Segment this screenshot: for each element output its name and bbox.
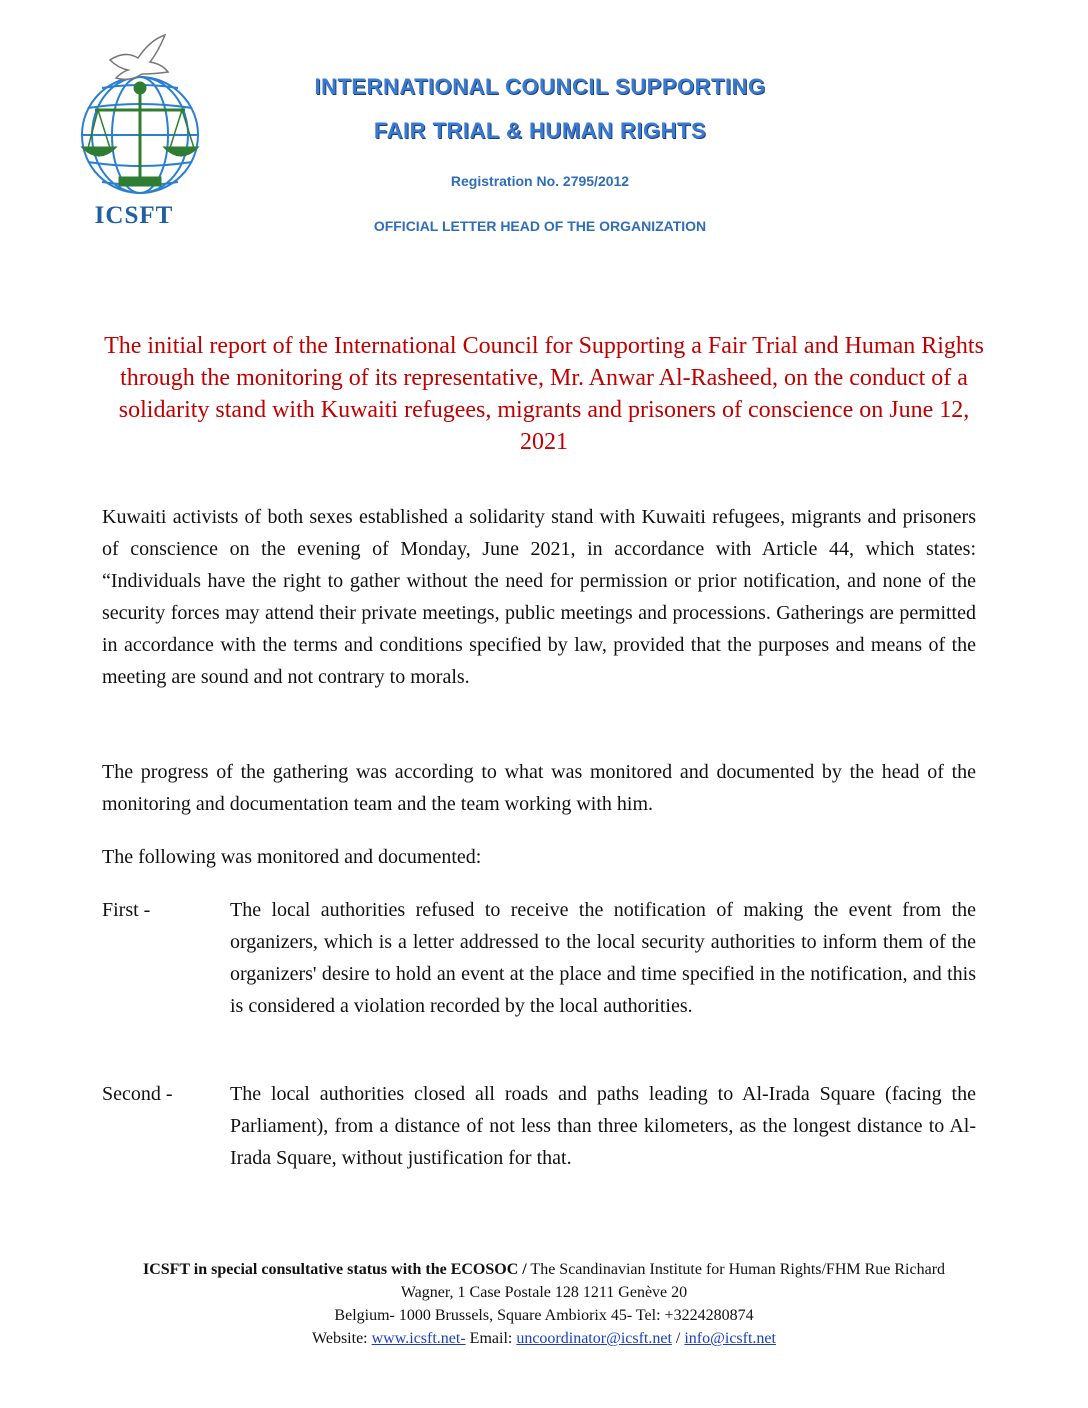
logo-acronym: ICSFT (94, 202, 174, 229)
footer-contact-line (120, 1327, 968, 1350)
page-footer (120, 1258, 968, 1350)
website-label: Website: (312, 1330, 372, 1347)
list-item-text: The local authorities refused to receive the notification of making the event from the organizers, which is a letter addressed to the local security authorities to inform them of the organizers' desire to hold an event at the place and time specified in the notification, and this is considered a violation recorded by the local authorities. (230, 899, 976, 1017)
list-item-text: The local authorities closed all roads and paths leading to Al-Irada Square (facing the Parliament), from a distance of not less than three kilometers, as the longest distance to Al-Irada Square, without justification for that. (230, 1083, 976, 1169)
email-separator: / (671, 1330, 685, 1347)
email-link-info[interactable]: info@icsft.net (684, 1330, 776, 1347)
list-item-label: First - (102, 899, 151, 921)
footer-address-1: The Scandinavian Institute for Human Rights/FHM Rue Richard Wagner, 1 Case Postale 128 1211 Genève 20 (400, 1261, 946, 1301)
list-item-label: Second - (102, 1083, 173, 1105)
paragraph-article-44: Kuwaiti activists of both sexes established a solidarity stand with Kuwaiti refugees, migrants and prisoners of conscience on the evening of Monday, June 2021, in accordance with Article 44, which states: “Individuals have the right to gather without the need for permission or prior notification, and none of the security forces may attend their private meetings, public meetings and processions. Gatherings are permitted in accordance with the terms and conditions specified by law, provided that the purposes and means of the meeting are sound and not contrary to morals. (102, 506, 976, 688)
paragraph-monitored-intro: The following was monitored and documented: (102, 846, 482, 868)
paragraph-progress: The progress of the gathering was according to what was monitored and documented by the head of the monitoring and documentation team and the team working with him. (102, 761, 976, 815)
dove-scales-globe-icon (70, 30, 230, 205)
organization-name-line-2: FAIR TRIAL & HUMAN RIGHTS (373, 118, 707, 143)
report-title: The initial report of the International Council for Supporting a Fair Trial and Human Rights through the monitoring of its representative, Mr. Anwar Al-Rasheed, on the conduct of a solidarity stand with Kuwaiti refugees, migrants and prisoners of conscience on June 12, 2021 (104, 333, 984, 455)
email-label: Email: (465, 1330, 517, 1347)
letterhead-label: OFFICIAL LETTER HEAD OF THE ORGANIZATION (373, 218, 707, 234)
consultative-status: ICSFT in special consultative status with the ECOSOC / (142, 1261, 527, 1278)
email-link-coordinator[interactable]: uncoordinator@icsft.net (516, 1330, 672, 1347)
organization-logo (70, 30, 230, 235)
registration-number: Registration No. 2795/2012 (450, 173, 630, 189)
footer-address-2: Belgium- 1000 Brussels, Square Ambiorix 45- Tel: +3224280874 (334, 1307, 754, 1324)
website-link[interactable]: www.icsft.net- (371, 1330, 466, 1347)
organization-name-line-1: INTERNATIONAL COUNCIL SUPPORTING (314, 74, 766, 99)
footer-line-status (120, 1258, 968, 1304)
